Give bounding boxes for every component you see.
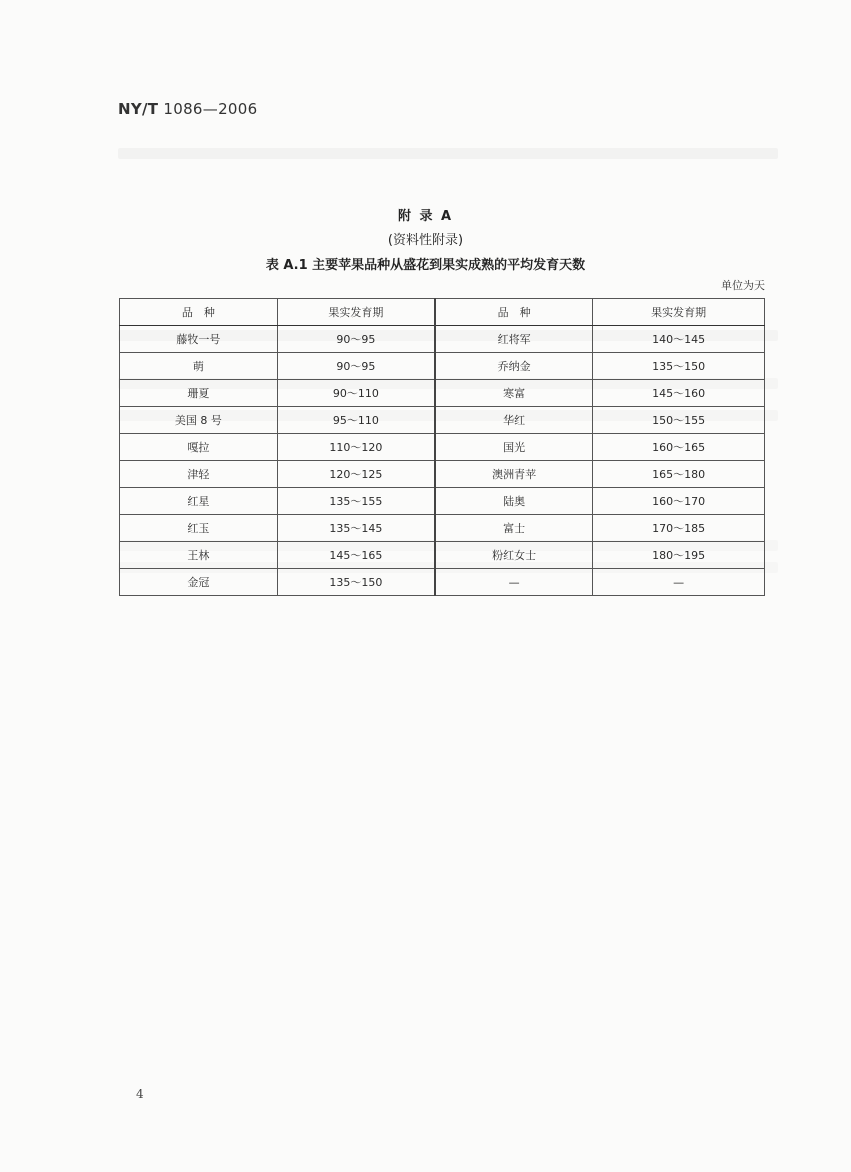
header-variety-right: 品 种	[435, 299, 593, 326]
variety-cell: 美国 8 号	[120, 407, 278, 434]
header-period-right: 果实发育期	[593, 299, 765, 326]
table-row	[120, 353, 765, 380]
period-cell: 145～160	[593, 380, 765, 407]
period-cell: 150～155	[593, 407, 765, 434]
page-number: 4	[136, 1087, 144, 1101]
period-cell: 135～155	[277, 488, 435, 515]
variety-cell: 嘎拉	[120, 434, 278, 461]
variety-cell: 珊夏	[120, 380, 278, 407]
variety-cell: 红玉	[120, 515, 278, 542]
table-row	[120, 380, 765, 407]
period-cell: 135～150	[277, 569, 435, 596]
period-cell: 160～165	[593, 434, 765, 461]
variety-cell: 澳洲青苹	[435, 461, 593, 488]
period-cell: 180～195	[593, 542, 765, 569]
table-row	[120, 542, 765, 569]
header-period-left: 果实发育期	[277, 299, 435, 326]
variety-cell: 金冠	[120, 569, 278, 596]
period-cell: 95～110	[277, 407, 435, 434]
standard-code-number: 1086—2006	[163, 100, 258, 118]
period-cell: 90～95	[277, 353, 435, 380]
table-row	[120, 407, 765, 434]
period-cell: 160～170	[593, 488, 765, 515]
period-cell: 90～95	[277, 326, 435, 353]
variety-cell: 津轻	[120, 461, 278, 488]
variety-cell: 红将军	[435, 326, 593, 353]
table-row	[120, 461, 765, 488]
variety-cell: 藤牧一号	[120, 326, 278, 353]
standard-code-prefix: NY/T	[118, 100, 159, 118]
variety-cell: 王林	[120, 542, 278, 569]
period-cell: 135～150	[593, 353, 765, 380]
period-cell: 90～110	[277, 380, 435, 407]
period-cell: 165～180	[593, 461, 765, 488]
table-row	[120, 488, 765, 515]
table-header-row	[120, 299, 765, 326]
variety-cell: 国光	[435, 434, 593, 461]
table-row	[120, 569, 765, 596]
variety-cell: 富士	[435, 515, 593, 542]
show-through-line	[118, 148, 778, 159]
table-row	[120, 326, 765, 353]
period-cell: 120～125	[277, 461, 435, 488]
variety-cell: 萌	[120, 353, 278, 380]
table-caption: 表 A.1 主要苹果品种从盛花到果实成熟的平均发育天数	[265, 258, 586, 273]
period-cell: 110～120	[277, 434, 435, 461]
period-cell: 140～145	[593, 326, 765, 353]
variety-development-table	[119, 298, 765, 596]
variety-cell: 粉红女士	[435, 542, 593, 569]
appendix-title: 附 录 A	[397, 209, 454, 224]
period-cell: —	[593, 569, 765, 596]
variety-cell: 乔纳金	[435, 353, 593, 380]
variety-cell: —	[435, 569, 593, 596]
variety-cell: 寒富	[435, 380, 593, 407]
period-cell: 135～145	[277, 515, 435, 542]
table-row	[120, 515, 765, 542]
standard-code	[118, 100, 257, 118]
header-variety-left: 品 种	[120, 299, 278, 326]
variety-cell: 红星	[120, 488, 278, 515]
appendix-subtitle: (资料性附录)	[387, 233, 464, 248]
period-cell: 145～165	[277, 542, 435, 569]
unit-note: 单位为天	[721, 279, 765, 292]
period-cell: 170～185	[593, 515, 765, 542]
variety-cell: 华红	[435, 407, 593, 434]
table-row	[120, 434, 765, 461]
variety-cell: 陆奥	[435, 488, 593, 515]
